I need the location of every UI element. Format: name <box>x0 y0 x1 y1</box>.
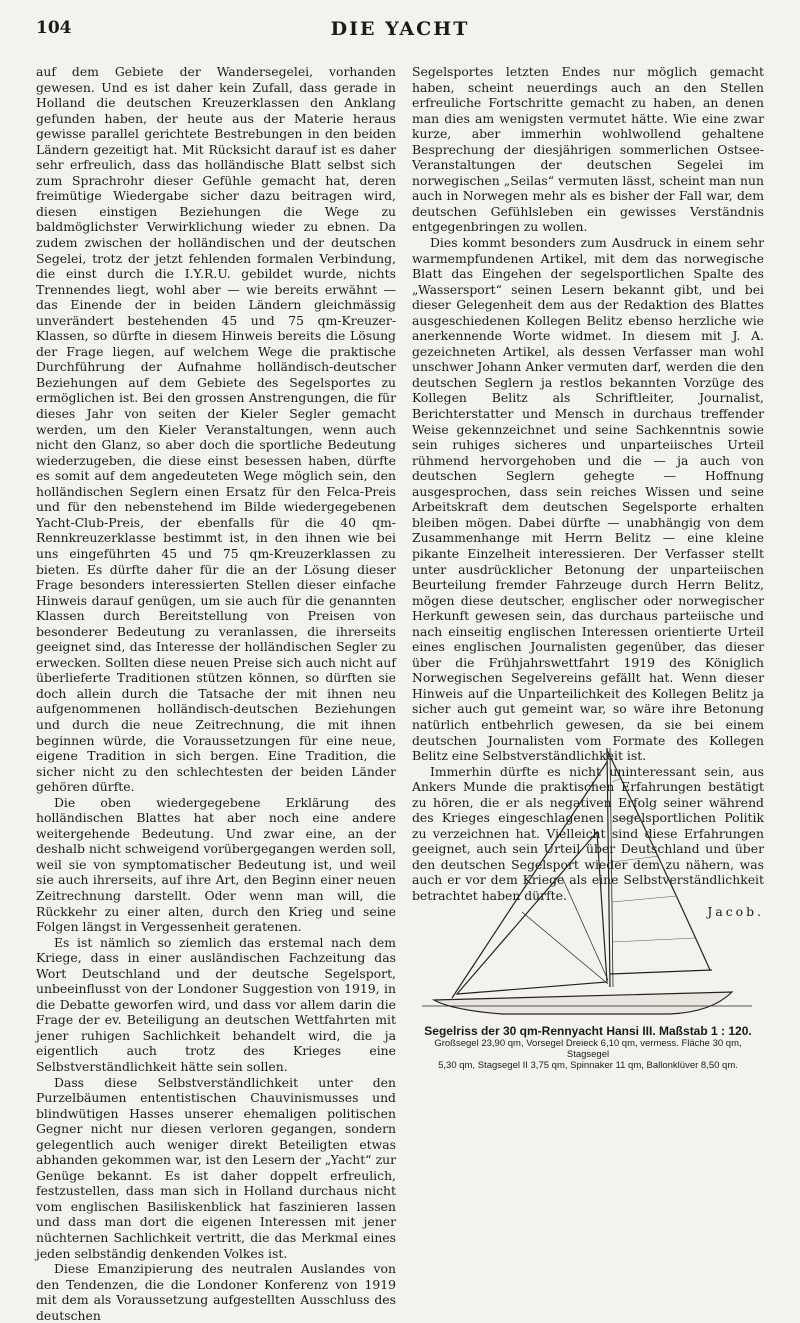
boom <box>610 970 712 974</box>
paragraph: Dies kommt besonders zum Ausdruck in einem sehr warmempfundenen Artikel, mit dem das norwegische Blatt das Eingehen der segelsportlichen Spalte des „Wassersport“ seinen Lesern bekannt gibt, und bei dieser Gelegenheit dem aus der Redaktion des Blattes ausgeschiedenen Kollegen Belitz ebenso herzliche wie anerkennende Worte widmet. In diesem mit J. A. gezeichneten Artikel, als dessen Verfasser man wohl unschwer Johann Anker vermuten darf, werden die den deutschen Seglern ja restlos bekannten Vorzüge des Kollegen Belitz als Schriftleiter, Journalist, Berichterstatter und Mensch in durchaus treffender Weise gekennzeichnet und seine Sachkenntnis sowie sein ruhiges sicheres und unparteiisches Urteil rühmend hervorgehoben und die — ja auch von deutschen Seglern gehegte — Hoffnung ausgesprochen, dass sein reiches Wissen und seine Arbeitskraft dem deutschen Segelsporte erhalten bleiben mögen. Dabei dürfte — unabhängig von dem Zusammenhange mit Herrn Belitz — eine kleine pikante Einzelheit interessieren. Der Verfasser stellt unter ausdrücklicher Betonung der unparteiischen Beurteilung fremder Fahrzeuge durch Herrn Belitz, mögen diese deutscher, englischer oder norwegischer Herkunft gewesen sein, das durchaus parteiische und nach einseitig englischen Interessen orientierte Urteil eines englischen Journalisten gegenüber, das dieser über die Frühjahrswettfahrt 1919 des Königlich Norwegischen Segelvereins gefällt hat. Wenn dieser Hinweis auf die Unparteilichkeit des Kollegen Belitz ja sicher auch gut gemeint war, so wäre ihre Betonung natürlich entbehrlich gewesen, da sie bei einem deutschen Journalisten vom Formate des Kollegen Belitz eine Selbstverständlichkeit ist. <box>412 235 764 764</box>
author-signature: Jacob. <box>707 903 764 919</box>
caption-line: Großsegel 23,90 qm, Vorsegel Dreieck 6,10 qm, vermess. Fläche 30 qm, Stagsegel <box>434 1038 742 1060</box>
caption-title: Segelriss der 30 qm-Rennyacht Hansi III. Maßstab 1 : 120. <box>424 1024 752 1038</box>
mainsail-battens <box>612 778 695 942</box>
paragraph: auf dem Gebiete der Wandersegelei, vorhanden gewesen. Und es ist daher kein Zufall, dass gerade in Holland die deutschen Kreuzerklassen den Anklang gefunden haben, der heute aus der Materie heraus gewisse parallel gerichtete Bestrebungen in den beiden Ländern gezeitigt hat. Mit Rücksicht darauf ist es daher sehr erfreulich, dass das holländische Blatt selbst sich zum Sprachrohr dieser Gefühle gemacht hat, deren freimütige Wiedergabe sicher dazu beitragen wird, diesen einstigen Beziehungen die Wege zu baldmöglichster Verwirklichung wieder zu ebnen. Da zudem zwischen der holländischen und der deutschen Segelei, trotz der jetzt fehlenden formalen Verbindung, die einst durch die I.Y.R.U. gebildet wurde, nichts Trennendes liegt, wohl aber — wie bereits erwähnt — das Einende der in beiden Ländern gleichmässig unverändert bestehenden 45 und 75 qm-Kreuzer-Klassen, so dürfte in diesem Hinweis bereits die Lösung der Frage liegen, auf welchem Wege die praktische Durchführung der Aufnahme holländisch-deutscher Beziehungen auf dem Gebiete des Segelsportes zu ermöglichen ist. Bei den grossen Anstrengungen, die für dieses Jahr von seiten der Kieler Segler gemacht werden, um den Kieler Veranstaltungen, wenn auch nicht den Glanz, so aber doch die sportliche Bedeutung wiederzugeben, die diese einst besessen haben, dürfte es somit auf dem angedeuteten Wege möglich sein, den holländischen Seglern einen Ersatz für den Felca-Preis und für den nebenstehend im Bilde wiedergegebenen Yacht-Club-Preis, der ebenfalls für die 40 qm-Rennkreuzerklasse bestimmt ist, in den ihnen wie bei uns eingeführten 45 und 75 qm-Kreuzerklassen zu bieten. Es dürfte daher für die an der Lösung dieser Frage besonders interessierten Stellen dieser einfache Hinweis darauf genügen, um sie auch für die genannten Klassen durch Bereitstellung von Preisen von besonderer Bedeutung zu veranlassen, die ihrerseits geeignet sind, das Interesse der holländischen Segler zu erwecken. Sollten diese neuen Preise sich auch nicht auf überlieferte Traditionen stützen können, so dürften sie doch allein durch die Tatsache der mit ihnen neu aufgenommenen holländisch-deutschen Beziehungen und durch die neue Zeitrechnung, die mit ihnen beginnen würde, die Voraussetzungen für eine neue, eigene Tradition in sich bergen. Eine Tradition, die sicher nicht zu den schlechtesten der beiden Länder gehören dürfte. <box>36 64 396 795</box>
page-number: 104 <box>36 18 72 38</box>
paragraph: Immerhin dürfte es nicht uninteressant sein, aus Ankers Munde die praktischen Erfahrungen bestätigt zu hören, die er als negativen Erfolg seiner während des Krieges eingeschlagenen segelsportlichen Politik zu verzeichnen hat. Vielleicht sind diese Erfahrungen geeignet, auch sein Urteil über Deutschland und über den deutschen Segelsport wieder dem zu nähern, was auch er vor dem Kriege als eine Selbstverständlichkeit betrachtet haben dürfte. <box>412 763 764 903</box>
jib-stay <box>452 762 607 998</box>
figure-caption <box>412 1024 764 1071</box>
paragraph: Die oben wiedergegebene Erklärung des holländischen Blattes hat aber noch eine andere weitergehende Bedeutung. Und zwar eine, an der deshalb nicht schweigend vorübergegangen werden soll, weil sie von symptomatischer Bedeutung ist, und weil sie auch ihrerseits, auf ihre Art, den Beginn einer neuen Zeitrechnung darstellt. Oder wenn man will, die Rückkehr zu einer alten, durch den Krieg und seine Folgen längst in Vergessenheit geratenen. <box>36 794 396 935</box>
running-title: DIE YACHT <box>330 18 470 40</box>
left-column <box>36 64 396 1323</box>
paragraph: Dass diese Selbstverständlichkeit unter den Purzelbäumen ententistischen Chauvinismusses und blindwütigen Hasses unserer ehemaligen politischen Gegner nicht nur diesen verloren gegangen, sondern gelegentlich auch weniger direkt Beteiligten etwas abhanden gekommen war, ist den Lesern der „Yacht“ zur Genüge bekannt. Es ist daher doppelt erfreulich, festzustellen, dass man sich in Holland durchaus nicht vom englischen Basiliskenblick hat faszinieren lassen und dass man dort die eigenen Interessen mit jener nüchternen Sachlichkeit vertritt, die das Merkmal eines jeden selbständig denkenden Volkes ist. <box>36 1074 396 1261</box>
sail-plan-figure <box>412 742 764 1071</box>
mast <box>607 748 610 987</box>
mainsail-leech <box>607 750 710 970</box>
mast-shadow <box>610 748 613 987</box>
sheet-line <box>522 912 608 984</box>
paragraph: Es ist nämlich so ziemlich das erstemal nach dem Kriege, dass in einer ausländischen Fachzeitung das Wort Deutschland und der deutsche Segelsport, unbeeinflusst von der Londoner Suggestion von 1919, in die Debatte geworfen wird, und dass vor allem darin die Frage der ev. Beteiligung an deutschen Wettfahrten mit jener ruhigen Sachlichkeit behandelt wird, die ja eigentlich auch trotz des Krieges eine Selbstverständlichkeit hätte sein sollen. <box>36 934 396 1074</box>
foresail <box>457 832 607 994</box>
caption-line: 5,30 qm, Stagsegel II 3,75 qm, Spinnaker 11 qm, Ballonklüver 8,50 qm. <box>438 1060 738 1071</box>
paragraph: Diese Emanzipierung des neutralen Auslandes von den Tendenzen, die die Londoner Konferenz von 1919 mit dem als Voraussetzung aufgestellten Ausschluss des deutschen <box>36 1261 396 1323</box>
paragraph: Segelsportes letzten Endes nur möglich gemacht haben, scheint neuerdings auch an den Stellen erfreuliche Fortschritte gemacht zu haben, an denen man dies am wenigsten vermutet hätte. Wie eine zwar kurze, aber immerhin wohlwollend gehaltene Besprechung der diesjährigen sommerlichen Ostsee-Veranstaltungen der deutschen Segelei im norwegischen „Seilas“ vermuten lässt, scheint man nun auch in Norwegen mehr als es bisher der Fall war, dem deutschen Gefühlsleben ein gewisses Verständnis entgegenbringen zu wollen. <box>412 64 764 235</box>
sail-plan-drawing <box>412 742 764 1022</box>
caption-details <box>412 1038 764 1071</box>
hull <box>434 992 732 1014</box>
